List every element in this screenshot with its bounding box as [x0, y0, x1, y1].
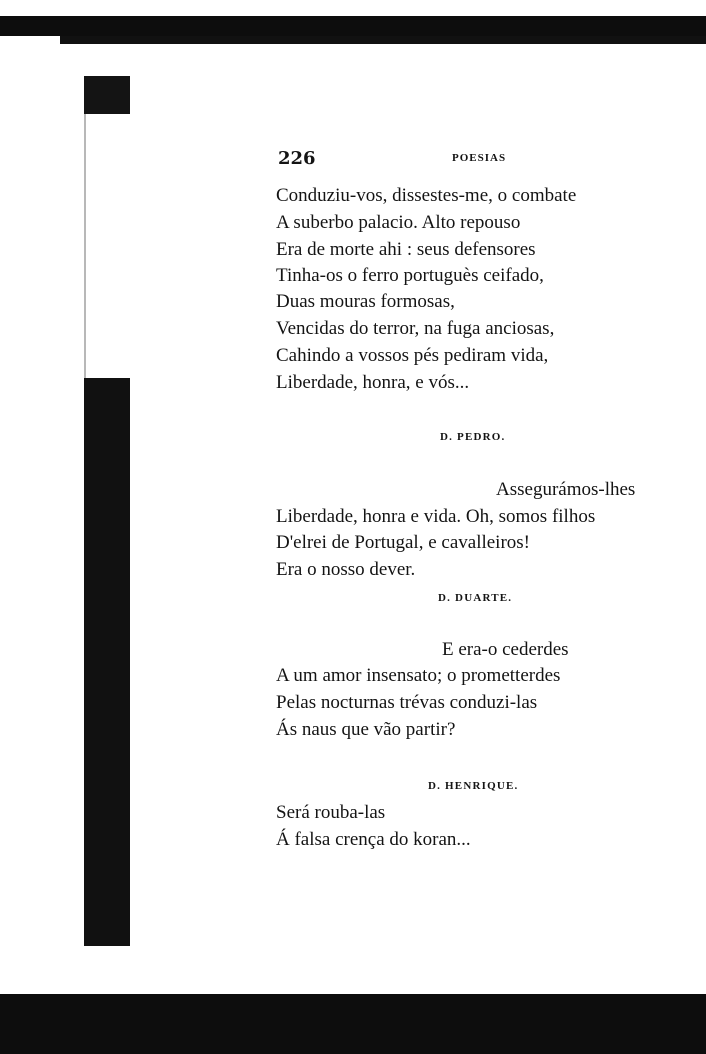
verse-line: Conduziu-vos, dissestes-me, o combate [276, 185, 577, 206]
page-header [278, 148, 548, 168]
verse-line: Tinha-os o ferro portuguès ceifado, [276, 265, 544, 286]
verse-line: Vencidas do terror, na fuga anciosas, [276, 318, 555, 339]
scan-edge-top-shadow [60, 36, 706, 44]
speaker-name: D. DUARTE. [438, 592, 513, 604]
verse-line: A um amor insensato; o prometterdes [276, 665, 561, 686]
speaker-name: D. PEDRO. [440, 431, 506, 443]
verse-line: Cahindo a vossos pés pediram vida, [276, 345, 549, 366]
verse-line: E era-o cederdes [442, 639, 569, 660]
book-spine [84, 378, 130, 946]
verse-line: Era o nosso dever. [276, 559, 416, 580]
verse-line: Liberdade, honra, e vós... [276, 372, 470, 393]
verse-line: Ás naus que vão partir? [276, 719, 456, 740]
verse-line: A suberbo palacio. Alto repouso [276, 212, 521, 233]
verse-line: D'elrei de Portugal, e cavalleiros! [276, 532, 531, 553]
verse-line: Liberdade, honra e vida. Oh, somos filhos [276, 506, 596, 527]
book-spine-top [84, 76, 130, 114]
verse-line: Assegurámos-lhes [496, 479, 636, 500]
page-number: 226 [278, 148, 316, 169]
verse-line: Pelas nocturnas trévas conduzi-las [276, 692, 538, 713]
verse-line: Era de morte ahi : seus defensores [276, 239, 536, 260]
running-title: POESIAS [452, 152, 507, 164]
verse-line: Duas mouras formosas, [276, 291, 455, 312]
verse-line: Será rouba-las [276, 802, 386, 823]
speaker-name: D. HENRIQUE. [428, 780, 519, 792]
scan-edge-bottom [0, 994, 706, 1054]
book-spine-gutter [84, 114, 86, 378]
verse-line: Á falsa crença do koran... [276, 829, 471, 850]
scan-edge-top [0, 16, 706, 36]
